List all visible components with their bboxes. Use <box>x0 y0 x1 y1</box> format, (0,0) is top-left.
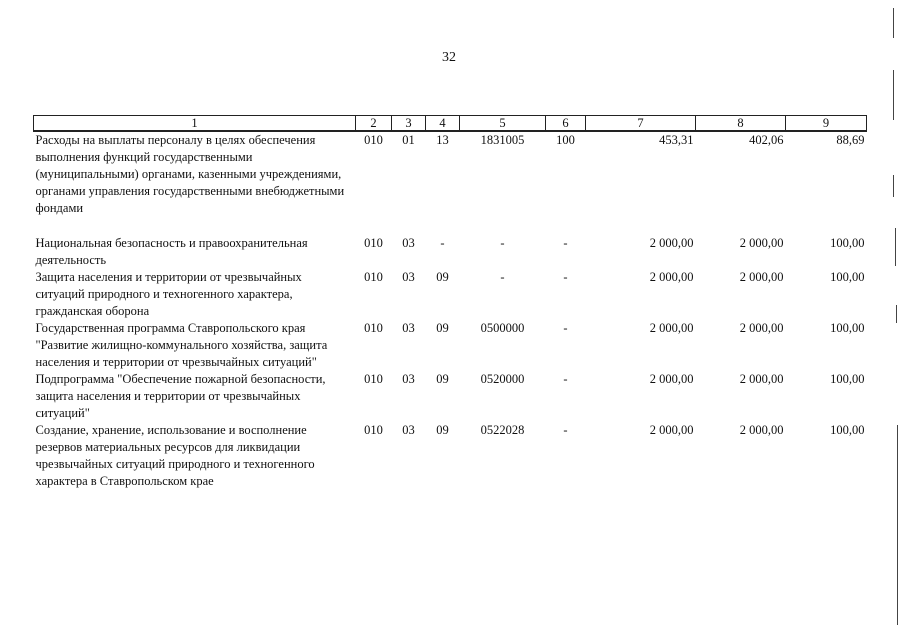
row-percent: 100,00 <box>830 423 865 437</box>
row-vr: - <box>563 270 568 284</box>
row-vr: - <box>563 372 568 386</box>
row-pr: 09 <box>436 423 449 437</box>
row-fact: 2 000,00 <box>739 270 784 284</box>
row-name: Расходы на выплаты персоналу в целях обеспечения выполнения функций государственными (муниципальными) органами, казенными учреждениями, органами управления государственными внебюджетными фондами <box>35 133 345 215</box>
row-rz: 01 <box>402 133 415 147</box>
row-rz: 03 <box>402 321 415 335</box>
row-csr: - <box>500 236 505 250</box>
row-fact: 2 000,00 <box>739 236 784 250</box>
scan-edge-mark <box>893 70 894 120</box>
scan-edge-mark <box>896 305 897 323</box>
row-ved: 010 <box>364 236 383 250</box>
row-plan: 2 000,00 <box>649 270 694 284</box>
table-row <box>34 235 867 269</box>
row-fact: 402,06 <box>749 133 784 147</box>
row-fact: 2 000,00 <box>739 372 784 386</box>
row-csr: 1831005 <box>480 133 525 147</box>
row-spacer <box>34 217 867 235</box>
row-vr: - <box>563 423 568 437</box>
row-rz: 03 <box>402 423 415 437</box>
row-vr: - <box>563 236 568 250</box>
row-pr: 13 <box>436 133 449 147</box>
row-fact: 2 000,00 <box>739 321 784 335</box>
row-csr: - <box>500 270 505 284</box>
row-ved: 010 <box>364 423 383 437</box>
column-header-3: 3 <box>392 116 426 132</box>
scan-edge-mark <box>897 425 898 625</box>
row-ved: 010 <box>364 321 383 335</box>
page-number: 32 <box>442 50 456 65</box>
row-pr: 09 <box>436 321 449 335</box>
row-pr: 09 <box>436 270 449 284</box>
row-rz: 03 <box>402 270 415 284</box>
row-pr: 09 <box>436 372 449 386</box>
row-pr: - <box>440 236 445 250</box>
scan-edge-mark <box>893 8 894 38</box>
row-name: Государственная программа Ставропольского края "Развитие жилищно-коммунального хозяйства, защита населения и территории от чрезвычайных ситуаций" <box>35 321 328 369</box>
row-csr: 0520000 <box>480 372 525 386</box>
row-plan: 2 000,00 <box>649 236 694 250</box>
row-name: Подпрограмма "Обеспечение пожарной безопасности, защита населения и территории от чрезвычайных ситуаций" <box>35 372 326 420</box>
header-row <box>34 116 867 132</box>
scan-edge-mark <box>895 228 896 266</box>
row-percent: 88,69 <box>836 133 865 147</box>
row-rz: 03 <box>402 236 415 250</box>
row-name: Создание, хранение, использование и восполнение резервов материальных ресурсов для ликвидации чрезвычайных ситуаций природного и техногенного характера в Ставропольском крае <box>35 423 315 488</box>
row-ved: 010 <box>364 270 383 284</box>
row-name: Национальная безопасность и правоохранительная деятельность <box>35 236 308 267</box>
row-vr: - <box>563 321 568 335</box>
column-header-7: 7 <box>586 116 696 132</box>
row-percent: 100,00 <box>830 372 865 386</box>
table-row <box>34 269 867 320</box>
row-name: Защита населения и территории от чрезвычайных ситуаций природного и техногенного характера, гражданская оборона <box>35 270 302 318</box>
column-header-2: 2 <box>356 116 392 132</box>
row-csr: 0500000 <box>480 321 525 335</box>
column-header-4: 4 <box>426 116 460 132</box>
row-percent: 100,00 <box>830 270 865 284</box>
row-plan: 2 000,00 <box>649 372 694 386</box>
row-percent: 100,00 <box>830 321 865 335</box>
row-vr: 100 <box>556 133 575 147</box>
table-row <box>34 131 867 217</box>
row-fact: 2 000,00 <box>739 423 784 437</box>
column-header-1: 1 <box>34 116 356 132</box>
row-ved: 010 <box>364 372 383 386</box>
row-plan: 453,31 <box>659 133 694 147</box>
column-header-9: 9 <box>786 116 867 132</box>
row-ved: 010 <box>364 133 383 147</box>
table-row <box>34 371 867 422</box>
row-plan: 2 000,00 <box>649 321 694 335</box>
table-row <box>34 422 867 490</box>
row-rz: 03 <box>402 372 415 386</box>
scan-edge-mark <box>893 175 894 197</box>
row-plan: 2 000,00 <box>649 423 694 437</box>
column-header-6: 6 <box>546 116 586 132</box>
column-header-5: 5 <box>460 116 546 132</box>
row-csr: 0522028 <box>480 423 525 437</box>
budget-table <box>33 115 867 490</box>
column-header-8: 8 <box>696 116 786 132</box>
table-row <box>34 320 867 371</box>
row-percent: 100,00 <box>830 236 865 250</box>
